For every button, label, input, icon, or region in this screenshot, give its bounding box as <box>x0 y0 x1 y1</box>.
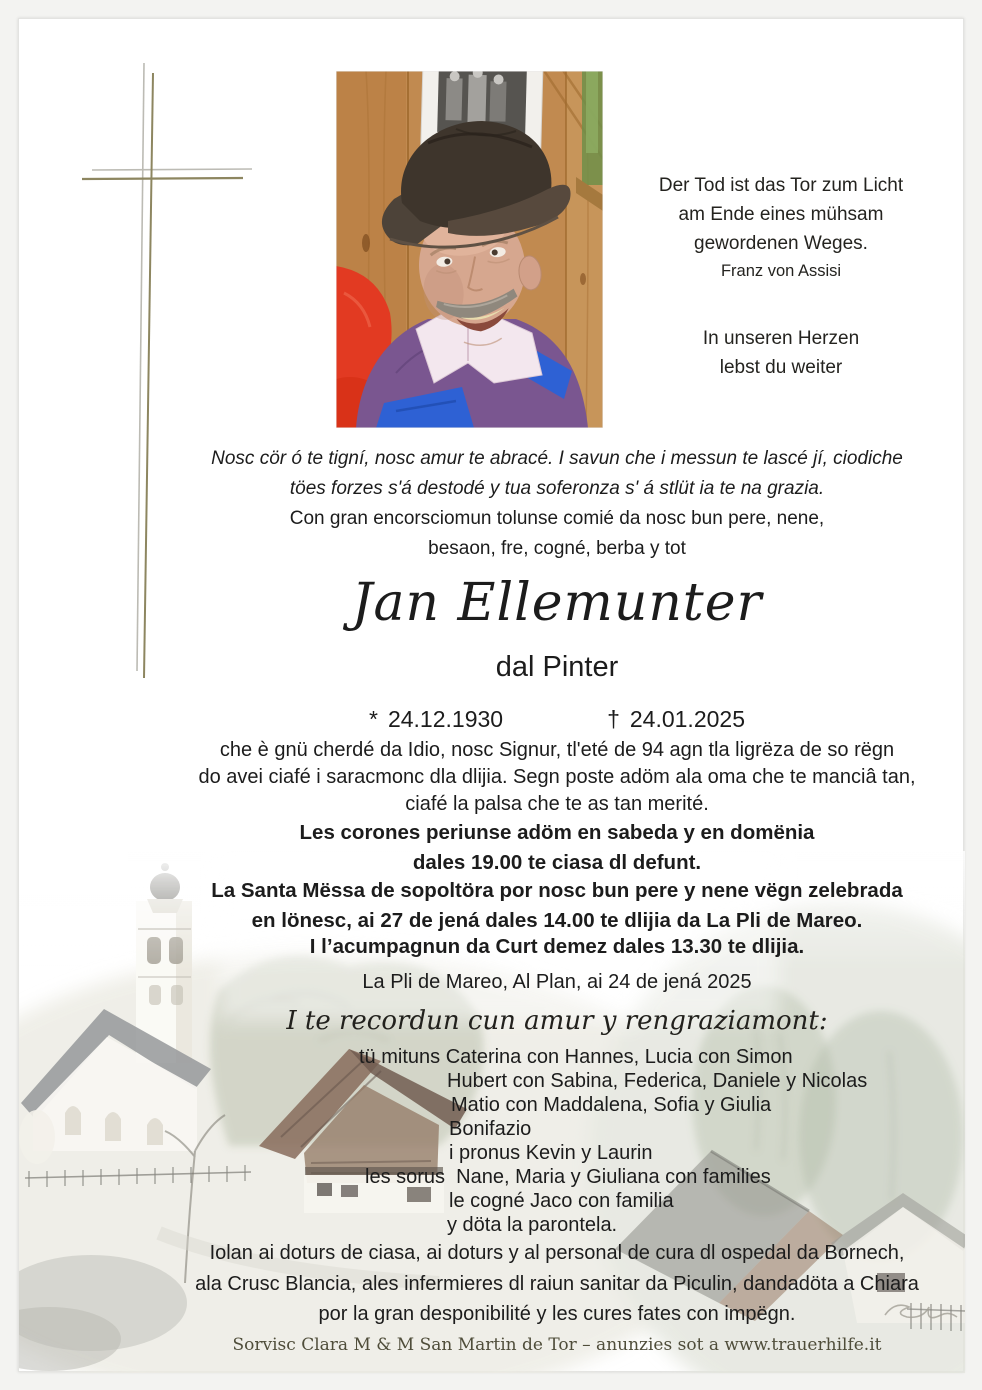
wake-line: dales 19.00 te ciasa dl defunt. <box>412 851 702 874</box>
life-dates <box>191 703 923 735</box>
family-line: Bonifazio <box>449 1118 532 1140</box>
family-line: Matio con Maddalena, Sofia y Giulia <box>451 1094 772 1116</box>
family-line: le cogné Jaco con familia <box>449 1190 674 1212</box>
birth-star-icon: * <box>369 706 378 732</box>
funeral-line: en lönesc, ai 27 de jená dales 14.00 te dlijia da La Pli de Mareo. <box>251 909 863 932</box>
intro-paragraph <box>191 444 923 564</box>
procession-notice: I l’acumpagnun da Curt demez dales 13.30 te dlijia. <box>309 935 805 958</box>
memorial-verse-line: lebst du weiter <box>719 357 843 378</box>
funeral-line: La Santa Mëssa de sopoltöra por nosc bun pere y nene vëgn zelebrada <box>211 879 903 902</box>
obituary-page <box>18 18 964 1372</box>
wake-line: Les corones periunse adöm en sabeda y en domënia <box>299 821 815 844</box>
house-name: dal Pinter <box>495 651 619 683</box>
intro-line: besaon, fre, cogné, berba y tot <box>428 538 686 559</box>
memorial-verse-line: In unseren Herzen <box>702 328 860 349</box>
thanks-paragraph <box>191 1238 923 1330</box>
family-line: les sorus Nane, Maria y Giuliana con families <box>365 1166 771 1188</box>
remembrance-heading: I te recordun cun amur y rengraziamont: <box>286 1006 828 1036</box>
intro-line: Con gran encorsciomun tolunse comié da nosc bun pere, nene, <box>289 508 825 529</box>
family-list <box>191 1045 923 1237</box>
quote-line: Der Tod ist das Tor zum Licht <box>658 175 904 196</box>
family-line: y döta la parontela. <box>447 1214 618 1236</box>
thanks-line: por la gran desponibilité y les cures fates con impëgn. <box>318 1303 796 1325</box>
family-line: tü mituns Caterina con Hannes, Lucia con Simon <box>359 1046 793 1068</box>
memorial-verse <box>631 324 931 382</box>
birth-date-value: 24.12.1930 <box>387 706 504 732</box>
intro-line: Nosc cör ó te tigní, nosc amur te abracé. I savun che i messun te lascé jí, ciodiche <box>211 448 903 469</box>
quote-line: gewordenen Weges. <box>694 233 868 254</box>
deceased-name: Jan Ellemunter <box>351 573 763 633</box>
thanks-line: Iolan ai doturs de ciasa, ai doturs y al personal de cura dl ospedal da Bornech, <box>209 1242 905 1264</box>
place-date-line: La Pli de Mareo, Al Plan, ai 24 de jená 2025 <box>362 971 752 993</box>
quote-attribution: Franz von Assisi <box>720 262 842 280</box>
family-line: i pronus Kevin y Laurin <box>449 1142 653 1164</box>
obituary-paragraph <box>191 737 923 818</box>
death-date-value: 24.01.2025 <box>629 706 745 732</box>
death-cross-icon: † <box>607 706 620 732</box>
obituary-line: ciafé la palsa che te as tan merité. <box>405 793 709 815</box>
thanks-line: ala Crusc Blancia, ales infermieres dl raiun sanitar da Piculin, dandadöta a Chiara <box>195 1272 919 1295</box>
intro-line: töes forzes s'á destodé y tua soferonza s' á stlüt ia te na grazia. <box>289 478 825 499</box>
family-line: Hubert con Sabina, Federica, Daniele y Nicolas <box>447 1070 868 1092</box>
wake-notice <box>191 818 923 878</box>
funeral-service-footer: Sorvisc Clara M & M San Martin de Tor – anunzies sot a www.trauerhilfe.it <box>232 1335 882 1355</box>
portrait-photo <box>336 71 603 428</box>
funeral-notice <box>191 876 923 936</box>
quote-line: am Ende eines mühsam <box>678 204 884 225</box>
death-date <box>607 703 745 735</box>
obituary-line: do avei ciafé i saracmonc dla dlijia. Segn poste adöm ala oma che te manciâ tan, <box>198 766 916 788</box>
obituary-line: che è gnü cherdé da Idio, nosc Signur, tl'eté de 94 agn tla ligrëza de so rëgn <box>219 739 895 761</box>
quote-block <box>631 171 931 382</box>
birth-date <box>369 703 503 735</box>
